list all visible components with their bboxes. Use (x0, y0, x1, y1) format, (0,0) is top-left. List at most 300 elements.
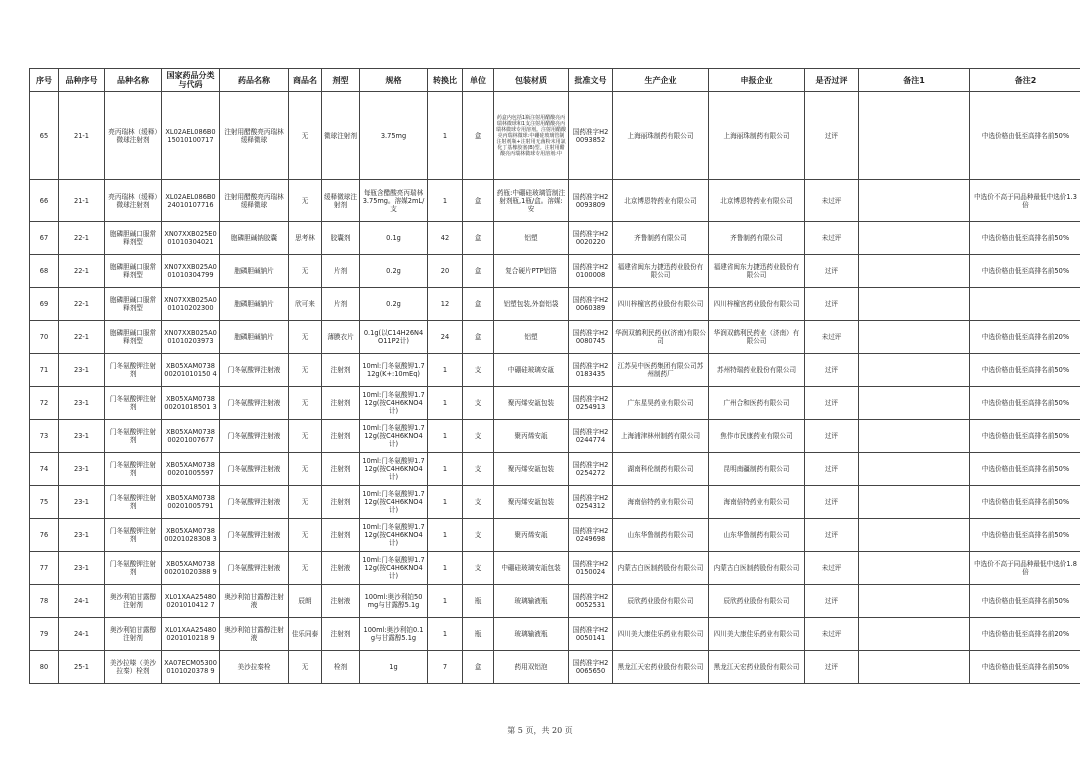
cell-col-dosage-form: 注射剂 (322, 387, 360, 420)
cell-col-variety-no: 23-1 (59, 486, 105, 519)
table-row (30, 321, 1080, 354)
cell-col-drug-name: 胞磷胆碱钠片 (220, 288, 289, 321)
cell-col-ratio: 1 (428, 618, 463, 651)
cell-col-trade-name: 无 (289, 420, 322, 453)
cell-col-spec: 100ml:奥沙利铂50mg与甘露醇5.1g (360, 585, 428, 618)
cell-col-ratio: 12 (428, 288, 463, 321)
header-col-variety-no: 品种序号 (59, 69, 105, 92)
cell-col-manufacturer: 四川美大康佳乐药业有限公司 (613, 618, 709, 651)
cell-col-manufacturer: 广东星昊药业有限公司 (613, 387, 709, 420)
cell-col-ratio: 1 (428, 180, 463, 222)
cell-col-ratio: 1 (428, 552, 463, 585)
cell-col-evaluated: 过评 (805, 387, 859, 420)
cell-col-unit: 支 (463, 420, 494, 453)
cell-col-note1 (859, 387, 970, 420)
table-row (30, 288, 1080, 321)
cell-col-variety: 亮丙瑞林（缓释）微球注射剂 (105, 180, 162, 222)
cell-col-note2: 中选价格由低至高排名前50% (970, 255, 1080, 288)
cell-col-note2: 中选价格由低至高排名前50% (970, 585, 1080, 618)
cell-col-trade-name: 无 (289, 387, 322, 420)
cell-col-manufacturer: 上海浦津林州制药有限公司 (613, 420, 709, 453)
cell-col-variety-no: 21-1 (59, 180, 105, 222)
cell-col-code: XL01XAA254800201010412 7 (162, 585, 220, 618)
cell-col-spec: 10ml:门冬氨酸钾1.712g(按C4H6KNO4计) (360, 552, 428, 585)
header-col-unit: 单位 (463, 69, 494, 92)
cell-col-note2: 中选价格由低至高排名前50% (970, 651, 1080, 684)
cell-col-code: XB05XAM073800201018501 3 (162, 387, 220, 420)
cell-col-unit: 支 (463, 486, 494, 519)
cell-col-trade-name: 无 (289, 321, 322, 354)
cell-col-evaluated: 过评 (805, 486, 859, 519)
cell-col-manufacturer: 福建省闽东力捷迅药业股份有限公司 (613, 255, 709, 288)
cell-col-trade-name: 佳乐同泰 (289, 618, 322, 651)
table-row (30, 585, 1080, 618)
header-col-variety: 品种名称 (105, 69, 162, 92)
table-row (30, 453, 1080, 486)
cell-col-note1 (859, 288, 970, 321)
cell-col-applicant: 齐鲁制药有限公司 (709, 222, 805, 255)
cell-col-dosage-form: 注射剂 (322, 618, 360, 651)
cell-col-note1 (859, 552, 970, 585)
cell-col-unit: 瓶 (463, 618, 494, 651)
cell-col-drug-name: 门冬氨酸钾注射液 (220, 387, 289, 420)
cell-col-seq: 70 (30, 321, 59, 354)
cell-col-unit: 支 (463, 354, 494, 387)
cell-col-spec: 10ml:门冬氨酸钾1.712g(按C4H6KNO4计) (360, 387, 428, 420)
cell-col-evaluated: 过评 (805, 354, 859, 387)
cell-col-unit: 支 (463, 519, 494, 552)
cell-col-variety: 胞磷胆碱口服常释剂型 (105, 255, 162, 288)
cell-col-spec: 10ml:门冬氨酸钾1.712g(按C4H6KNO4计) (360, 453, 428, 486)
cell-col-applicant: 华润双鹤利民药业（济南）有限公司 (709, 321, 805, 354)
header-col-spec: 规格 (360, 69, 428, 92)
cell-col-variety-no: 23-1 (59, 519, 105, 552)
cell-col-variety: 美沙拉嗪（美沙拉秦）栓剂 (105, 651, 162, 684)
cell-col-spec: 0.2g (360, 288, 428, 321)
cell-col-applicant: 广州合和医药有限公司 (709, 387, 805, 420)
cell-col-ratio: 1 (428, 585, 463, 618)
table-row (30, 387, 1080, 420)
cell-col-note2: 中选价格由低至高排名前50% (970, 519, 1080, 552)
cell-col-applicant: 福建省闽东力捷迅药业股份有限公司 (709, 255, 805, 288)
cell-col-note1 (859, 618, 970, 651)
cell-col-dosage-form: 薄膜衣片 (322, 321, 360, 354)
cell-col-seq: 65 (30, 92, 59, 180)
cell-col-applicant: 海南倍特药业有限公司 (709, 486, 805, 519)
cell-col-packaging: 中硼硅玻璃安瓿 (494, 354, 569, 387)
cell-col-dosage-form: 注射剂 (322, 486, 360, 519)
header-col-packaging: 包装材质 (494, 69, 569, 92)
cell-col-packaging: 聚丙烯安瓿 (494, 519, 569, 552)
cell-col-spec: 10ml:门冬氨酸钾1.712g(按C4H6KNO4计) (360, 519, 428, 552)
cell-col-note1 (859, 92, 970, 180)
cell-col-variety: 亮丙瑞林（缓释）微球注射剂 (105, 92, 162, 180)
cell-col-approval: 国药准字H20052531 (569, 585, 613, 618)
cell-col-trade-name: 无 (289, 552, 322, 585)
cell-col-approval: 国药准字H20183435 (569, 354, 613, 387)
cell-col-manufacturer: 海南倍特药业有限公司 (613, 486, 709, 519)
cell-col-manufacturer: 四川梓橦宫药业股份有限公司 (613, 288, 709, 321)
cell-col-note2: 中选价格由低至高排名前20% (970, 618, 1080, 651)
cell-col-note1 (859, 180, 970, 222)
cell-col-unit: 盒 (463, 255, 494, 288)
cell-col-drug-name: 奥沙利铂甘露醇注射液 (220, 618, 289, 651)
cell-col-code: XB05XAM073800201005597 (162, 453, 220, 486)
cell-col-note1 (859, 420, 970, 453)
cell-col-packaging: 铝塑 (494, 321, 569, 354)
cell-col-trade-name: 无 (289, 255, 322, 288)
cell-col-approval: 国药准字H20254272 (569, 453, 613, 486)
cell-col-dosage-form: 缓释微球注射剂 (322, 180, 360, 222)
cell-col-evaluated: 未过评 (805, 222, 859, 255)
cell-col-dosage-form: 注射液 (322, 552, 360, 585)
cell-col-approval: 国药准字H20093852 (569, 92, 613, 180)
cell-col-trade-name: 无 (289, 453, 322, 486)
cell-col-packaging: 聚丙烯安瓿包装 (494, 486, 569, 519)
cell-col-variety-no: 21-1 (59, 92, 105, 180)
cell-col-seq: 75 (30, 486, 59, 519)
cell-col-variety-no: 22-1 (59, 255, 105, 288)
cell-col-variety: 奥沙利铂甘露醇注射剂 (105, 585, 162, 618)
header-col-seq: 序号 (30, 69, 59, 92)
cell-col-ratio: 1 (428, 387, 463, 420)
cell-col-note1 (859, 222, 970, 255)
header-col-code: 国家药品分类与代码 (162, 69, 220, 92)
cell-col-trade-name: 欣可来 (289, 288, 322, 321)
cell-col-seq: 80 (30, 651, 59, 684)
cell-col-drug-name: 门冬氨酸钾注射液 (220, 420, 289, 453)
cell-col-packaging: 复合硬片PTP铝箔 (494, 255, 569, 288)
table-row (30, 222, 1080, 255)
cell-col-variety-no: 24-1 (59, 585, 105, 618)
cell-col-ratio: 1 (428, 453, 463, 486)
cell-col-applicant: 山东华鲁制药有限公司 (709, 519, 805, 552)
cell-col-dosage-form: 栓剂 (322, 651, 360, 684)
cell-col-evaluated: 未过评 (805, 552, 859, 585)
cell-col-trade-name: 无 (289, 519, 322, 552)
table-row (30, 420, 1080, 453)
header-col-ratio: 转换比 (428, 69, 463, 92)
cell-col-ratio: 1 (428, 519, 463, 552)
cell-col-approval: 国药准字H20249698 (569, 519, 613, 552)
cell-col-unit: 盒 (463, 321, 494, 354)
cell-col-spec: 0.1g (360, 222, 428, 255)
cell-col-seq: 69 (30, 288, 59, 321)
cell-col-note1 (859, 651, 970, 684)
cell-col-note1 (859, 519, 970, 552)
cell-col-variety-no: 23-1 (59, 354, 105, 387)
cell-col-approval: 国药准字H20150024 (569, 552, 613, 585)
cell-col-code: XN07XXB025A001010202300 (162, 288, 220, 321)
cell-col-drug-name: 胞磷胆碱钠片 (220, 255, 289, 288)
cell-col-seq: 71 (30, 354, 59, 387)
cell-col-evaluated: 过评 (805, 420, 859, 453)
cell-col-evaluated: 过评 (805, 651, 859, 684)
cell-col-evaluated: 过评 (805, 92, 859, 180)
cell-col-variety: 胞磷胆碱口服常释剂型 (105, 222, 162, 255)
cell-col-approval: 国药准字H20065650 (569, 651, 613, 684)
header-col-approval: 批准文号 (569, 69, 613, 92)
cell-col-note2: 中选价格由低至高排名前50% (970, 222, 1080, 255)
cell-col-note1 (859, 255, 970, 288)
cell-col-code: XB05XAM073800201020388 9 (162, 552, 220, 585)
table-row (30, 519, 1080, 552)
cell-col-spec: 100ml:奥沙利铂0.1g与甘露醇5.1g (360, 618, 428, 651)
cell-col-ratio: 42 (428, 222, 463, 255)
cell-col-note2: 中选价格由低至高排名前50% (970, 387, 1080, 420)
cell-col-note2: 中选价格由低至高排名前20% (970, 321, 1080, 354)
cell-col-variety-no: 22-1 (59, 321, 105, 354)
cell-col-unit: 盒 (463, 288, 494, 321)
cell-col-variety: 门冬氨酸钾注射剂 (105, 387, 162, 420)
cell-col-variety-no: 23-1 (59, 453, 105, 486)
table-row (30, 255, 1080, 288)
cell-col-dosage-form: 注射剂 (322, 519, 360, 552)
cell-col-evaluated: 过评 (805, 519, 859, 552)
cell-col-drug-name: 注射用醋酸亮丙瑞林缓释微球 (220, 92, 289, 180)
cell-col-packaging: 铝塑 (494, 222, 569, 255)
cell-col-dosage-form: 注射剂 (322, 420, 360, 453)
cell-col-unit: 支 (463, 387, 494, 420)
cell-col-seq: 73 (30, 420, 59, 453)
cell-col-note1 (859, 321, 970, 354)
cell-col-ratio: 7 (428, 651, 463, 684)
cell-col-note2: 中选价格由低至高排名前50% (970, 486, 1080, 519)
cell-col-drug-name: 胞磷胆碱钠片 (220, 321, 289, 354)
cell-col-applicant: 黑龙江天宏药业股份有限公司 (709, 651, 805, 684)
cell-col-approval: 国药准字H20080745 (569, 321, 613, 354)
cell-col-manufacturer: 湖南科伦制药有限公司 (613, 453, 709, 486)
cell-col-dosage-form: 胶囊剂 (322, 222, 360, 255)
cell-col-unit: 支 (463, 453, 494, 486)
cell-col-approval: 国药准字H20100008 (569, 255, 613, 288)
cell-col-unit: 支 (463, 552, 494, 585)
header-col-drug-name: 药品名称 (220, 69, 289, 92)
cell-col-packaging: 玻璃输液瓶 (494, 585, 569, 618)
table-header-row (30, 69, 1080, 92)
cell-col-drug-name: 注射用醋酸亮丙瑞林缓释微球 (220, 180, 289, 222)
cell-col-note1 (859, 585, 970, 618)
cell-col-applicant: 北京博恩特药业有限公司 (709, 180, 805, 222)
cell-col-note2 (970, 288, 1080, 321)
cell-col-applicant: 上海丽珠制药有限公司 (709, 92, 805, 180)
cell-col-seq: 68 (30, 255, 59, 288)
cell-col-trade-name: 无 (289, 486, 322, 519)
cell-col-applicant: 昆明南疆制药有限公司 (709, 453, 805, 486)
cell-col-unit: 盒 (463, 92, 494, 180)
cell-col-variety: 门冬氨酸钾注射剂 (105, 552, 162, 585)
header-col-trade-name: 商品名 (289, 69, 322, 92)
cell-col-applicant: 内蒙古白医制药股份有限公司 (709, 552, 805, 585)
cell-col-approval: 国药准字H20050141 (569, 618, 613, 651)
table-row (30, 354, 1080, 387)
header-col-note2: 备注2 (970, 69, 1080, 92)
cell-col-approval: 国药准字H20060389 (569, 288, 613, 321)
cell-col-seq: 72 (30, 387, 59, 420)
cell-col-spec: 0.1g(以C14H26N4O11P2计) (360, 321, 428, 354)
cell-col-evaluated: 未过评 (805, 180, 859, 222)
cell-col-applicant: 四川美大康佳乐药业有限公司 (709, 618, 805, 651)
cell-col-drug-name: 门冬氨酸钾注射液 (220, 519, 289, 552)
cell-col-packaging: 聚丙烯安瓿 (494, 420, 569, 453)
cell-col-packaging: 聚丙烯安瓿包装 (494, 453, 569, 486)
cell-col-note2: 中选价格由低至高排名前50% (970, 453, 1080, 486)
cell-col-trade-name: 无 (289, 180, 322, 222)
cell-col-drug-name: 门冬氨酸钾注射液 (220, 486, 289, 519)
cell-col-evaluated: 过评 (805, 288, 859, 321)
cell-col-applicant: 四川梓橦宫药业股份有限公司 (709, 288, 805, 321)
cell-col-approval: 国药准字H20020220 (569, 222, 613, 255)
cell-col-trade-name: 无 (289, 92, 322, 180)
cell-col-evaluated: 过评 (805, 585, 859, 618)
cell-col-ratio: 1 (428, 486, 463, 519)
table-row (30, 180, 1080, 222)
cell-col-spec: 10ml:门冬氨酸钾1.712g(按C4H6KNO4计) (360, 420, 428, 453)
cell-col-variety: 胞磷胆碱口服常释剂型 (105, 321, 162, 354)
cell-col-manufacturer: 华润双鹤利民药业(济南)有限公司 (613, 321, 709, 354)
table-row (30, 486, 1080, 519)
cell-col-variety-no: 22-1 (59, 288, 105, 321)
cell-col-ratio: 1 (428, 420, 463, 453)
cell-col-evaluated: 过评 (805, 255, 859, 288)
cell-col-note2: 中选价格由低至高排名前50% (970, 354, 1080, 387)
cell-col-code: XA07ECM053000101020378 9 (162, 651, 220, 684)
cell-col-trade-name: 无 (289, 354, 322, 387)
cell-col-packaging: 药瓶:中硼硅玻璃管制注射剂瓶,1瓶/盒。溶媒:安 (494, 180, 569, 222)
cell-col-dosage-form: 注射剂 (322, 354, 360, 387)
cell-col-ratio: 20 (428, 255, 463, 288)
cell-col-evaluated: 未过评 (805, 618, 859, 651)
cell-col-packaging: 铝塑包装,外套铝袋 (494, 288, 569, 321)
cell-col-spec: 3.75mg (360, 92, 428, 180)
cell-col-code: XN07XXB025A001010203973 (162, 321, 220, 354)
cell-col-variety-no: 23-1 (59, 420, 105, 453)
cell-col-applicant: 苏州特瑞药业股份有限公司 (709, 354, 805, 387)
cell-col-variety: 奥沙利铂甘露醇注射剂 (105, 618, 162, 651)
cell-col-ratio: 24 (428, 321, 463, 354)
drug-table (29, 68, 1080, 684)
cell-col-note2: 中选价不高于同品种最低中选价1.8倍 (970, 552, 1080, 585)
cell-col-seq: 74 (30, 453, 59, 486)
cell-col-trade-name: 无 (289, 651, 322, 684)
cell-col-drug-name: 胞磷胆碱钠胶囊 (220, 222, 289, 255)
cell-col-packaging: 聚丙烯安瓿包装 (494, 387, 569, 420)
cell-col-seq: 77 (30, 552, 59, 585)
cell-col-note1 (859, 486, 970, 519)
header-col-dosage-form: 剂型 (322, 69, 360, 92)
header-col-applicant: 申报企业 (709, 69, 805, 92)
cell-col-code: XL02AEL086B015010100717 (162, 92, 220, 180)
cell-col-trade-name: 思考林 (289, 222, 322, 255)
cell-col-packaging: 中硼硅玻璃安瓿包装 (494, 552, 569, 585)
cell-col-code: XB05XAM073800201007677 (162, 420, 220, 453)
cell-col-applicant: 焦作市民康药业有限公司 (709, 420, 805, 453)
cell-col-note2: 中选价不高于同品种最低中选价1.3倍 (970, 180, 1080, 222)
cell-col-variety-no: 23-1 (59, 387, 105, 420)
cell-col-drug-name: 美沙拉秦栓 (220, 651, 289, 684)
cell-col-code: XB05XAM073800201005791 (162, 486, 220, 519)
cell-col-seq: 66 (30, 180, 59, 222)
table-row (30, 651, 1080, 684)
cell-col-unit: 盒 (463, 651, 494, 684)
cell-col-note2: 中选价格由低至高排名前50% (970, 92, 1080, 180)
cell-col-code: XN07XXB025E001010304021 (162, 222, 220, 255)
cell-col-approval: 国药准字H20093809 (569, 180, 613, 222)
cell-col-unit: 盒 (463, 222, 494, 255)
cell-col-variety: 门冬氨酸钾注射剂 (105, 420, 162, 453)
cell-col-approval: 国药准字H20254913 (569, 387, 613, 420)
cell-col-packaging: 玻璃输液瓶 (494, 618, 569, 651)
cell-col-seq: 78 (30, 585, 59, 618)
cell-col-dosage-form: 注射剂 (322, 453, 360, 486)
cell-col-manufacturer: 山东华鲁制药有限公司 (613, 519, 709, 552)
cell-col-code: XL02AEL086B024010107716 (162, 180, 220, 222)
cell-col-variety: 门冬氨酸钾注射剂 (105, 486, 162, 519)
cell-col-manufacturer: 齐鲁制药有限公司 (613, 222, 709, 255)
cell-col-manufacturer: 上海丽珠制药有限公司 (613, 92, 709, 180)
cell-col-spec: 1g (360, 651, 428, 684)
cell-col-ratio: 1 (428, 354, 463, 387)
cell-col-variety-no: 25-1 (59, 651, 105, 684)
cell-col-dosage-form: 注射液 (322, 585, 360, 618)
cell-col-approval: 国药准字H20244774 (569, 420, 613, 453)
cell-col-evaluated: 过评 (805, 453, 859, 486)
cell-col-note1 (859, 453, 970, 486)
cell-col-manufacturer: 辰欣药业股份有限公司 (613, 585, 709, 618)
cell-col-drug-name: 门冬氨酸钾注射液 (220, 552, 289, 585)
table-row (30, 92, 1080, 180)
cell-col-applicant: 辰欣药业股份有限公司 (709, 585, 805, 618)
header-col-evaluated: 是否过评 (805, 69, 859, 92)
page-footer: 第 5 页，共 20 页 (507, 726, 573, 735)
cell-col-packaging: 药盒内包括1瓶注射用醋酸亮丙瑞林微球和1支注射用醋酸亮丙瑞林微球专用溶剂。注射用醋酸亮丙瑞林微球:中硼硅玻璃管制注射剂瓶+注射用无菌粉末用氯化丁基橡胶塞(B)型。注射用醋酸亮丙瑞林微球专用溶剂:中 (494, 92, 569, 180)
header-col-manufacturer: 生产企业 (613, 69, 709, 92)
cell-col-variety-no: 22-1 (59, 222, 105, 255)
cell-col-evaluated: 未过评 (805, 321, 859, 354)
cell-col-seq: 76 (30, 519, 59, 552)
cell-col-manufacturer: 江苏吴中医药集团有限公司苏州制药厂 (613, 354, 709, 387)
cell-col-spec: 10ml:门冬氨酸钾1.712g(按C4H6KNO4计) (360, 486, 428, 519)
cell-col-manufacturer: 内蒙古白医制药股份有限公司 (613, 552, 709, 585)
header-col-note1: 备注1 (859, 69, 970, 92)
cell-col-note1 (859, 354, 970, 387)
cell-col-drug-name: 门冬氨酸钾注射液 (220, 453, 289, 486)
cell-col-spec: 0.2g (360, 255, 428, 288)
cell-col-note2: 中选价格由低至高排名前50% (970, 420, 1080, 453)
cell-col-unit: 盒 (463, 180, 494, 222)
cell-col-manufacturer: 北京博恩特药业有限公司 (613, 180, 709, 222)
cell-col-seq: 67 (30, 222, 59, 255)
cell-col-trade-name: 辰朗 (289, 585, 322, 618)
cell-col-variety: 门冬氨酸钾注射剂 (105, 453, 162, 486)
cell-col-code: XB05XAM073800201010150 4 (162, 354, 220, 387)
cell-col-seq: 79 (30, 618, 59, 651)
cell-col-packaging: 药用双铝泡 (494, 651, 569, 684)
cell-col-code: XN07XXB025A001010304799 (162, 255, 220, 288)
table-body (30, 92, 1080, 684)
cell-col-dosage-form: 片剂 (322, 255, 360, 288)
cell-col-variety-no: 23-1 (59, 552, 105, 585)
cell-col-variety: 门冬氨酸钾注射剂 (105, 354, 162, 387)
cell-col-manufacturer: 黑龙江天宏药业股份有限公司 (613, 651, 709, 684)
cell-col-ratio: 1 (428, 92, 463, 180)
table-row (30, 618, 1080, 651)
cell-col-variety: 门冬氨酸钾注射剂 (105, 519, 162, 552)
cell-col-code: XB05XAM073800201028308 3 (162, 519, 220, 552)
cell-col-dosage-form: 片剂 (322, 288, 360, 321)
cell-col-code: XL01XAA254800201010218 9 (162, 618, 220, 651)
cell-col-spec: 10ml:门冬氨酸钾1.712g(K+:10mEq) (360, 354, 428, 387)
